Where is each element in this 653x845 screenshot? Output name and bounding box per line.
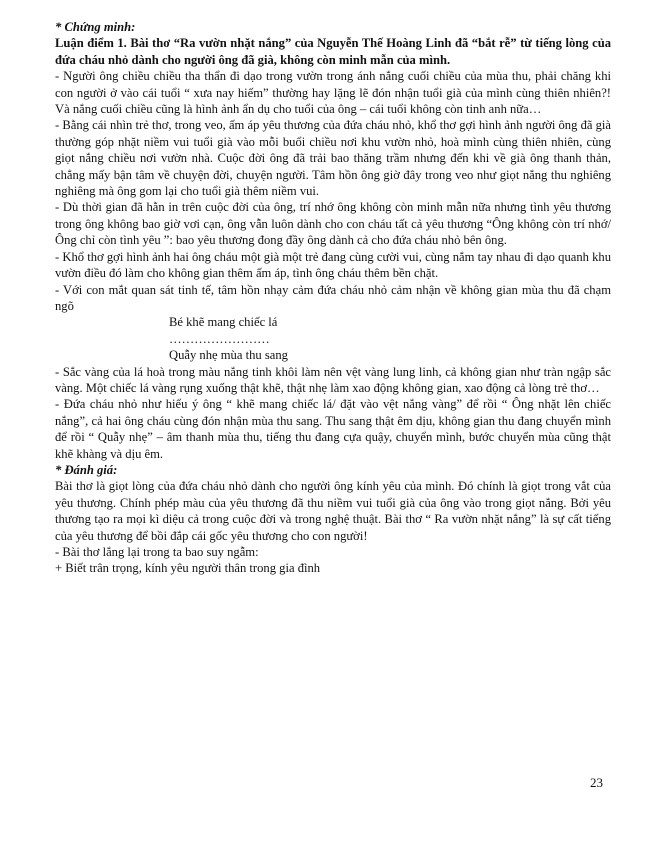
paragraph-9: - Bài thơ lắng lại trong ta bao suy ngẫm: — [55, 545, 259, 559]
paragraph-5: - Với con mắt quan sát tinh tế, tâm hồn nhạy cảm đứa cháu nhỏ cảm nhận về không gian mùa thu đã chạm ngõ — [55, 282, 611, 313]
paragraph-10: + Biết trân trọng, kính yêu người thân trong gia đình — [55, 561, 321, 576]
paragraph-2: - Bằng cái nhìn trẻ thơ, trong veo, ấm áp yêu thương của đứa cháu nhỏ, khổ thơ gợi hình ảnh người ông đã già thường góp nhặt niềm vui tuổi già vào mỗi buổi chiều nơi khu vườn nhỏ, hoà mình cùng thiên nhiên, cùng giọt nắng chiều nơi vườn nhà. Cuộc đời ông đã trải bao thăng trầm nhưng đến khi về già ông thanh thản, chẳng mấy bận tâm về chuyện đời, chuyện người. Tâm hồn ông giờ đây trong veo như giọt nắng thu nghiêng nghiêng mà ông gom lại cho tuổi già thêm niềm vui. — [55, 118, 611, 199]
poem-line-ellipsis: …………………… — [169, 331, 270, 346]
page-number: 23 — [590, 775, 603, 790]
document-body — [55, 19, 611, 577]
poem-line-1: Bé khẽ mang chiếc lá — [169, 315, 278, 330]
proof-heading: * Chứng minh: — [55, 20, 136, 34]
paragraph-1: - Người ông chiều chiều tha thẩn đi dạo trong vườn trong ánh nắng cuối chiều của mùa thu, phải chăng khi con người ở vào cái tuổi “ xưa nay hiếm” thường hay lặng lẽ đón nhận tuổi già của mình cùng thiên nhiên?! Và nắng cuối chiều cũng là hình ảnh ẩn dụ cho tuổi của ông – cái tuổi không còn tinh anh nữa… — [55, 69, 611, 117]
paragraph-8: Bài thơ là giọt lòng của đứa cháu nhỏ dành cho người ông kính yêu của mình. Đó chính là giọt trong vắt của yêu thương. Chính phép màu của yêu thương đã thu niềm vui tuổi già của ông vào trong giọt nắng. Bởi yêu thương tạo ra mọi kì diệu cả trong cuộc đời và trong nghệ thuật. Bài thơ “ Ra vườn nhặt nắng” là sự cất tiếng của yêu thương để bồi đắp cái gốc yêu thương cho con người! — [55, 479, 611, 543]
paragraph-6: - Sắc vàng của lá hoà trong màu nắng tinh khôi làm nên vệt vàng lung linh, cả không gian như tràn ngập sắc vàng. Một chiếc lá vàng rụng xuống thật khẽ, thật nhẹ làm xao động không gian, xao động cả lòng trẻ thơ… — [55, 364, 611, 395]
paragraph-7: - Đứa cháu nhỏ như hiểu ý ông “ khẽ mang chiếc lá/ đặt vào vệt nắng vàng” để rồi “ Ông nhặt lên chiếc nắng”, cả hai ông cháu cùng đón nhận mùa thu sang. Thu sang thật êm dịu, không gian thu đang chuyển mình để rồi “ Quẫy nhẹ” – âm thanh mùa thu, tiếng thu đang cựa quậy, chuyển mình, bước chuyển mùa cũng thật khẽ khàng và dịu êm. — [55, 397, 611, 461]
evaluation-heading: * Đánh giá: — [55, 462, 118, 477]
thesis-heading: Luận điểm 1. Bài thơ “Ra vườn nhặt nắng” của Nguyễn Thế Hoàng Linh đã “bắt rễ” từ tiếng lòng của đứa cháu nhỏ dành cho người ông đã già, không còn minh mẫn của mình. — [55, 36, 611, 67]
paragraph-3: - Dù thời gian đã hằn in trên cuộc đời của ông, trí nhớ ông không còn minh mẫn nữa nhưng tình yêu thương trong ông không bao giờ vơi cạn, ông vẫn luôn dành cho con cháu tất cả yêu thương “Ông không còn trí nhớ/ Ông chỉ còn tình yêu ”: bao yêu thương đong đầy ông dành cả cho đứa cháu nhỏ bên ông. — [55, 200, 611, 248]
poem-line-3: Quẫy nhẹ mùa thu sang — [169, 348, 288, 363]
paragraph-4: - Khổ thơ gợi hình ảnh hai ông cháu một già một trẻ đang cùng cười vui, cùng nắm tay nhau đi dạo quanh khu vườn điều đó làm cho không gian thêm ấm áp, tình ông cháu thêm bền chặt. — [55, 249, 611, 281]
